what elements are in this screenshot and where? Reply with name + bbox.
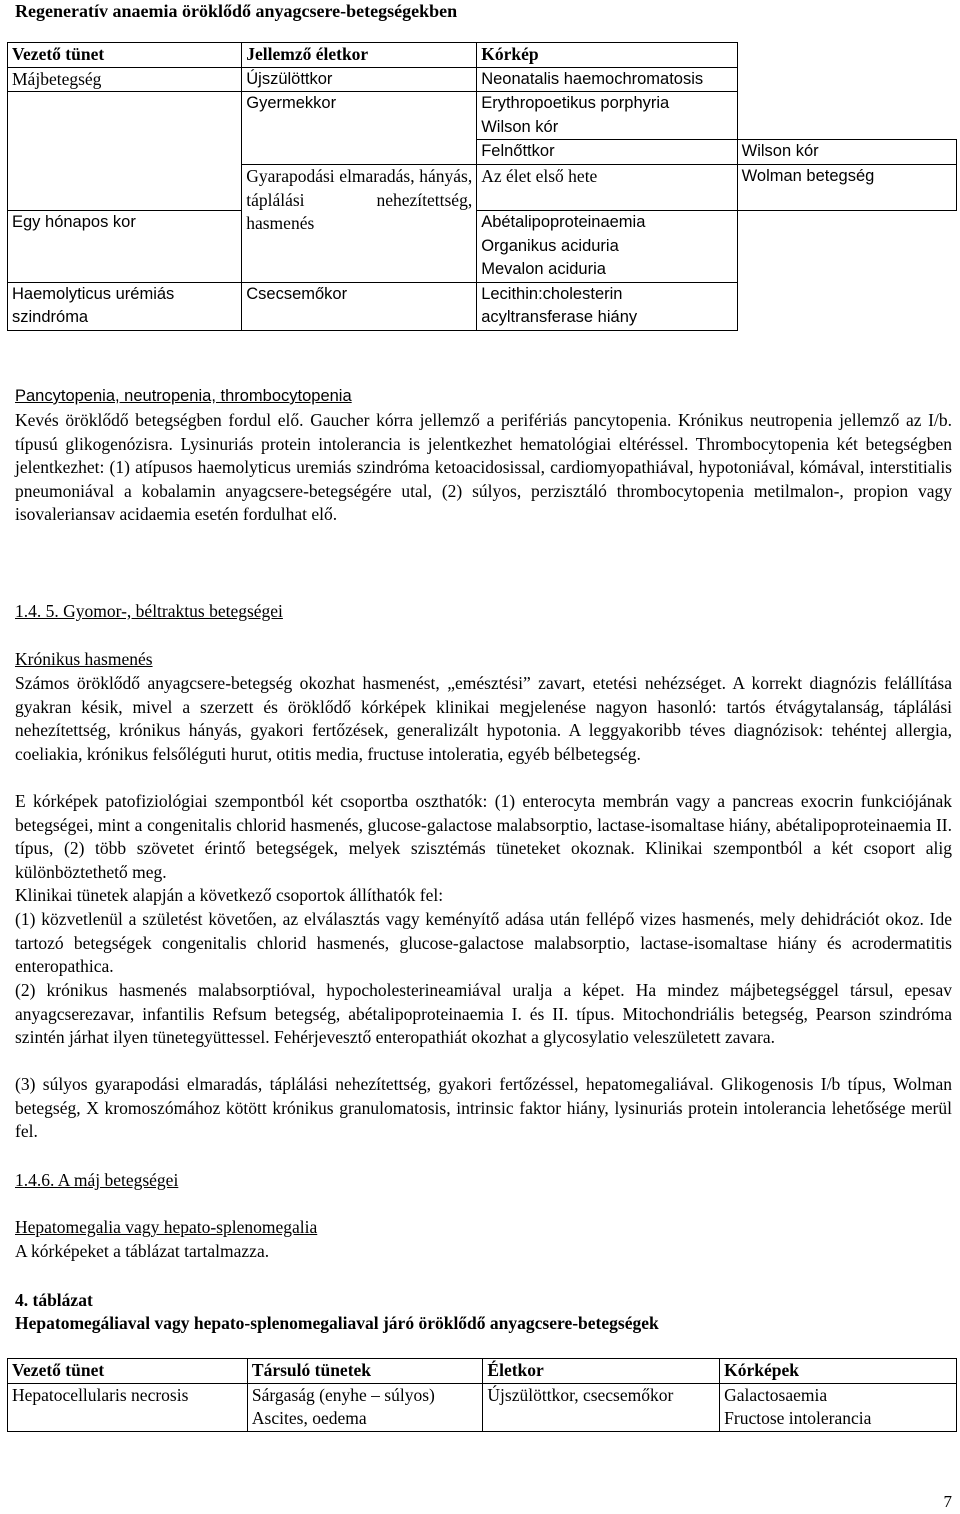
- cell-text: Wilson kór: [481, 117, 559, 136]
- cell-text: Wolman betegség: [741, 166, 875, 185]
- cell-text: Májbetegség: [12, 68, 102, 89]
- section-heading-1-4-5: 1.4. 5. Gyomor-, béltraktus betegségei: [15, 601, 283, 621]
- cell-text: Hepatocellularis necrosis: [12, 1384, 189, 1405]
- cell-text: Erythropoetikus porphyria: [481, 94, 670, 113]
- cell-text: Lecithin:cholesterin acyltransferase hiány: [481, 284, 638, 327]
- table-cell: [477, 67, 737, 92]
- table-row: [8, 210, 957, 282]
- paragraph: (3) súlyos gyarapodási elmaradás, táplálási nehezítettség, gyakori fertőzéssel, hepatomegaliával. Glikogenosis I/b típus, Wolman betegség, X kromoszómához kötött krónikus granulomatosis, intrinsic faktor hiány, lysinuriás protein intolerancia lehetősége merül fel.: [15, 1074, 952, 1142]
- table-header: Vezető tünet: [8, 43, 242, 68]
- table-cell: [477, 164, 737, 210]
- section-heading-1-4-6: 1.4.6. A máj betegségei: [15, 1170, 179, 1190]
- table-header: Életkor: [483, 1359, 720, 1384]
- table-cell: [8, 67, 242, 92]
- table-cell: [242, 164, 477, 282]
- table-row: [8, 1383, 957, 1431]
- cell-text: Abétalipoproteinaemia: [481, 212, 646, 231]
- page-title: Regeneratív anaemia öröklődő anyagcsere-betegségekben: [15, 1, 458, 21]
- cell-text: Haemolyticus urémiás szindróma: [12, 284, 175, 327]
- table-cell: [483, 1383, 720, 1431]
- paragraph: E kórképek patofiziológiai szempontból két csoportba oszthatók: (1) enterocyta membrán vagy a pancreas exocrin funkciójának betegségei, mint a congenitalis chlorid hasmenés, glucose-galactose malabsorptio, lactase-isomaltase hiány, abétalipoproteinaemia II. típus, (2) több szövetet érintő betegségek, melyek szisztémás tüneteket okoznak. Klinikai szempontból a két csoport alig különböztethető meg.: [15, 791, 952, 882]
- cell-text: Organikus aciduria: [481, 236, 619, 255]
- anaemia-table: [7, 42, 957, 331]
- paragraph: Számos öröklődő anyagcsere-betegség okozhat hasmenést, „emésztési” zavart, etetési nehézséget. A korrekt diagnózis felállítása gyakran késik, mivel a szerzett és öröklődő kórképek klinikai megjelenése nagyon hasonló: tartós étvágytalanság, táplálási nehezítettség, krónikus hányás, gyakori fertőzések, generalizált hypotonia. A leggyakoribb téves diagnózisok: tehéntej allergia, coeliakia, krónikus felsőléguti hurut, otitis media, fructuse intoleratia, egyéb bélbetegség.: [15, 673, 952, 764]
- cell-text: Mevalon aciduria: [481, 260, 606, 279]
- pancytopenia-paragraph: Kevés öröklődő betegségben fordul elő. Gaucher kórra jellemző a perifériás pancytopenia. Krónikus neutropenia jellemző az I/b. típusú glikogenózisra. Lysinuriás protein intolerancia is jelentkezhet hematológiai eltéréssel. Thrombocytopenia két betegségben jelentkezhet: (1) atípusos haemolyticus uremiás szindróma ketoacidosissal, cardiomyopathiával, hypotoniával, kómával, interstitialis pneumoniával a kobalamin anyagcsere-betegségére utal, (2) súlyos, perzisztáló thrombocytopenia metilmalon-, propion vagy isovaleriansav acidaemia esetén fordulhat elő.: [15, 410, 952, 525]
- cell-text: Sárgaság (enyhe – súlyos): [251, 1384, 435, 1405]
- table-cell: [242, 67, 477, 92]
- chronic-diarrhea-heading: Krónikus hasmenés: [15, 649, 153, 669]
- table-cell: [8, 282, 242, 330]
- table-cell: [720, 1383, 957, 1431]
- table-header: Jellemző életkor: [242, 43, 477, 68]
- pancytopenia-heading: [15, 385, 952, 409]
- cell-text: Felnőttkor: [481, 142, 555, 161]
- paragraph: A kórképeket a táblázat tartalmazza.: [15, 1241, 270, 1261]
- table-label: 4. táblázat: [15, 1290, 93, 1310]
- paragraph: Klinikai tünetek alapján a következő csoportok állíthatók fel:: [15, 885, 444, 905]
- cell-text: Gyarapodási elmaradás, hányás, táplálási nehezítettség, hasmenés: [246, 165, 473, 234]
- paragraph: (2) krónikus hasmenés malabsorptióval, hypocholesterineamiával uralja a képet. Ha mindez májbetegséggel társul, epesav anyagcserezavar, infantilis Refsum betegség, abétalipoproteinaemia I. és II. típus. Mitochondriális betegség, Pearson szindróma szintén járhat ilyen tünetegyüttessel. Fehérjevesztő enteropathiát okozhat a glycosylatio veleszületett zavara.: [15, 980, 952, 1048]
- cell-text: Gyermekkor: [246, 94, 337, 113]
- table-row: [8, 67, 957, 92]
- cell-text: Csecsemőkor: [246, 284, 348, 303]
- cell-text: Galactosaemia: [724, 1384, 828, 1405]
- table-header: Vezető tünet: [8, 1359, 248, 1384]
- table-cell: [477, 210, 737, 282]
- table-header: Kórkép: [477, 43, 737, 68]
- table-cell: [737, 140, 956, 165]
- table-title: Hepatomegáliaval vagy hepato-splenomegaliaval járó öröklődő anyagcsere-betegségek: [15, 1313, 659, 1333]
- cell-text: Neonatalis haemochromatosis: [481, 69, 704, 88]
- table-cell: [477, 92, 737, 140]
- table-cell: [737, 164, 956, 210]
- table-cell: [8, 92, 242, 211]
- cell-text: Fructose intolerancia: [724, 1408, 872, 1429]
- cell-text: Egy hónapos kor: [12, 212, 136, 231]
- table-cell: [8, 210, 242, 282]
- section-heading: Pancytopenia, neutropenia, thrombocytopenia: [15, 387, 352, 405]
- table-row: [8, 92, 957, 140]
- table-cell: [8, 1383, 248, 1431]
- cell-text: Az élet első hete: [481, 165, 598, 186]
- table-row: [8, 282, 957, 330]
- table-header-row: [8, 1359, 957, 1384]
- table-cell: [247, 1383, 482, 1431]
- table-header-row: [8, 43, 957, 68]
- table-cell: [242, 282, 477, 330]
- cell-text: Újszülöttkor: [246, 69, 333, 88]
- page-number: 7: [943, 1492, 952, 1511]
- cell-text: Wilson kór: [741, 142, 819, 161]
- table-header: Kórképek: [720, 1359, 957, 1384]
- cell-text: Ascites, oedema: [251, 1408, 367, 1429]
- cell-text: Újszülöttkor, csecsemőkor: [487, 1384, 674, 1405]
- table-header: Társuló tünetek: [247, 1359, 482, 1384]
- table-cell: [477, 282, 737, 330]
- hepatomegaly-heading: Hepatomegalia vagy hepato-splenomegalia: [15, 1217, 318, 1237]
- table-cell: [242, 92, 477, 165]
- hepatomegaly-table: [7, 1358, 957, 1432]
- table-cell: [477, 140, 737, 165]
- paragraph: (1) közvetlenül a születést követően, az elválasztás vagy keményítő adása után fellépő vizes hasmenés, mely dehidrációt okoz. Ide tartozó betegségek congenitalis chlorid hasmenés, glucose-galactose malabsorptio, lactase-isomaltase hiány és acrodermatitis enteropathica.: [15, 909, 952, 977]
